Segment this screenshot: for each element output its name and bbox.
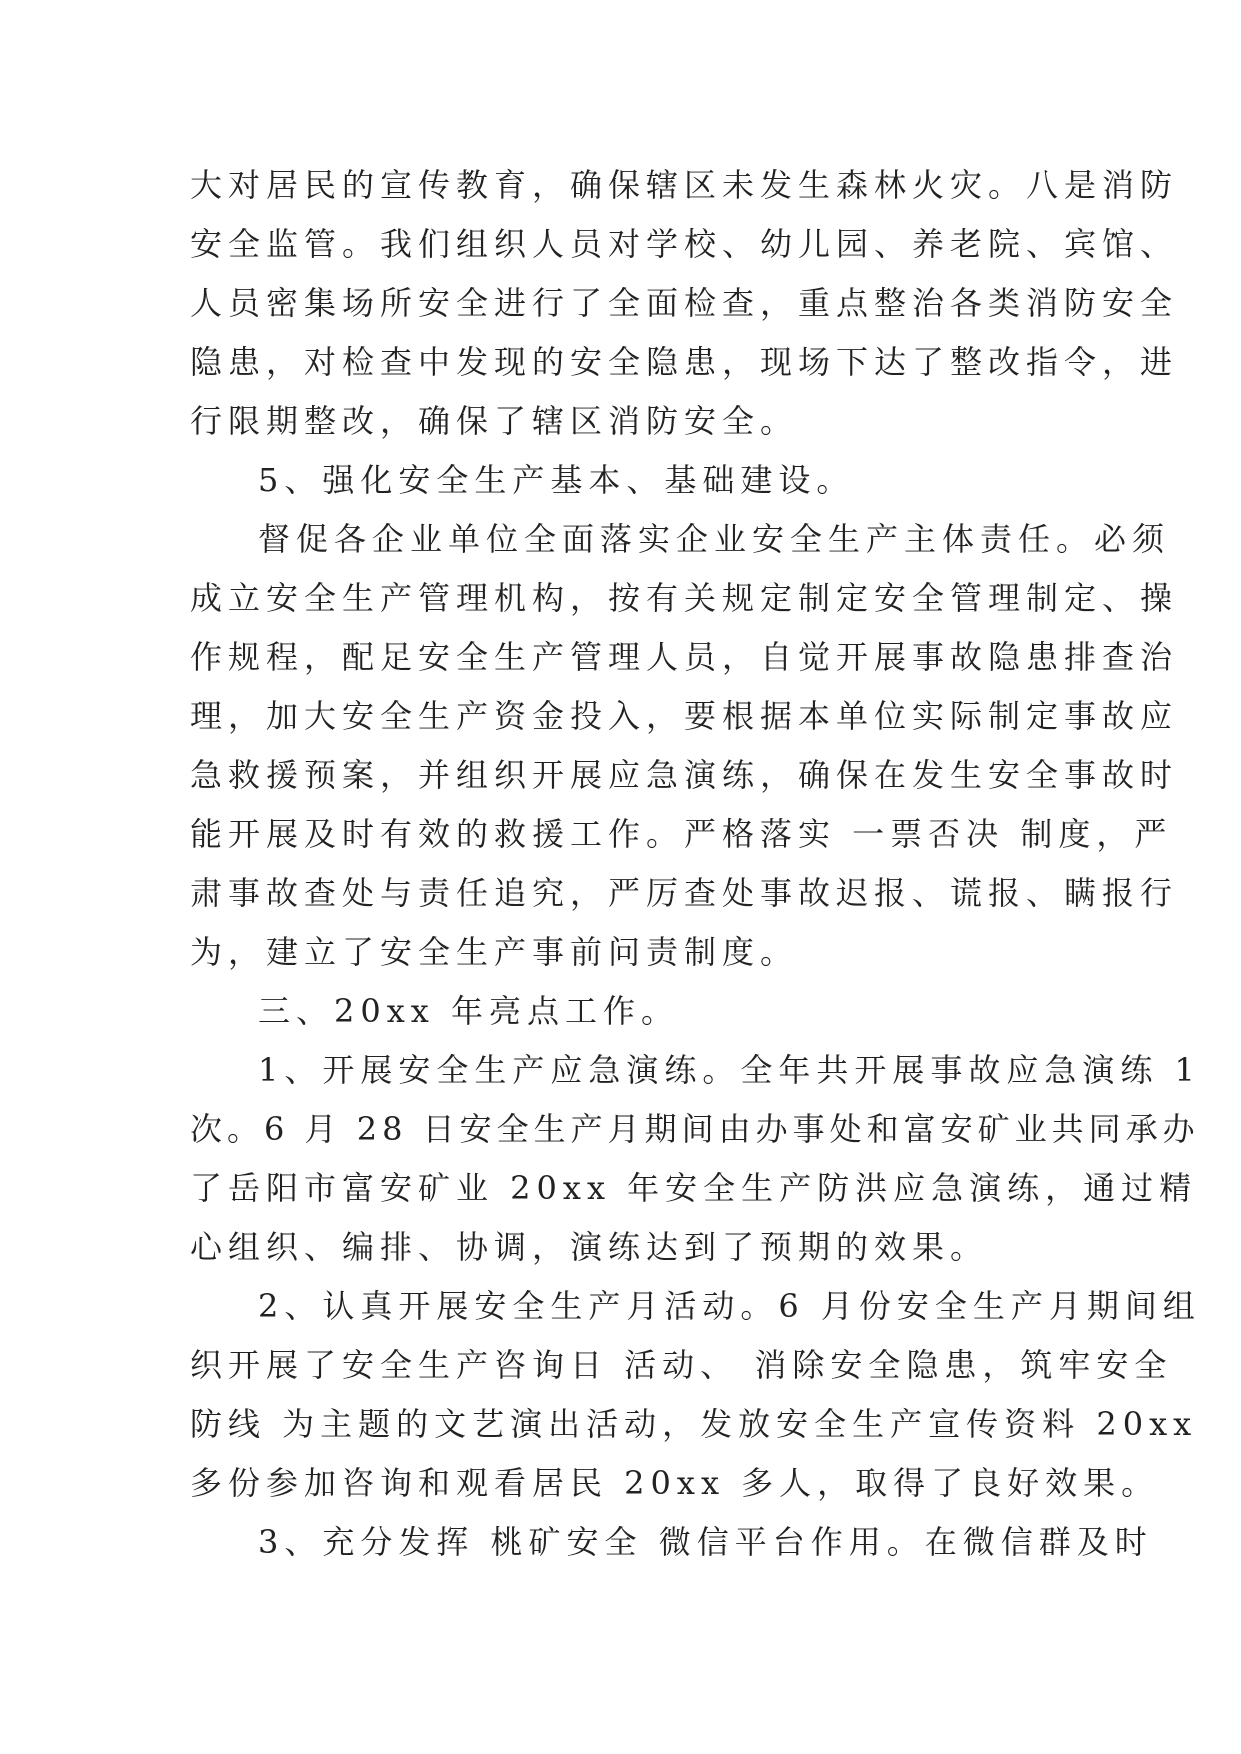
text-line: 3、充分发挥 桃矿安全 微信平台作用。在微信群及时	[258, 1523, 1153, 1561]
text-line: 大对居民的宣传教育，确保辖区未发生森林火灾。八是消防	[190, 166, 1179, 204]
text-line: 心组织、编排、协调，演练达到了预期的效果。	[190, 1228, 989, 1266]
text-line: 了岳阳市富安矿业 20xx 年安全生产防洪应急演练，通过精	[190, 1169, 1198, 1207]
text-line: 5、强化安全生产基本、基础建设。	[258, 461, 855, 499]
text-line: 作规程，配足安全生产管理人员，自觉开展事故隐患排查治	[190, 638, 1179, 676]
document-body	[190, 156, 1201, 1572]
text-line: 成立安全生产管理机构，按有关规定制定安全管理制定、操	[190, 579, 1179, 617]
text-line: 能开展及时有效的救援工作。严格落实 一票否决 制度，严	[190, 815, 1173, 853]
text-line: 隐患，对检查中发现的安全隐患，现场下达了整改指令，进	[190, 343, 1179, 381]
text-line: 多份参加咨询和观看居民 20xx 多人，取得了良好效果。	[190, 1464, 1160, 1502]
text-line: 人员密集场所安全进行了全面检查，重点整治各类消防安全	[190, 284, 1179, 322]
text-line: 理，加大安全生产资金投入，要根据本单位实际制定事故应	[190, 697, 1179, 735]
text-line: 安全监管。我们组织人员对学校、幼儿园、养老院、宾馆、	[190, 225, 1179, 263]
text-line: 三、20xx 年亮点工作。	[258, 992, 679, 1030]
text-line: 为，建立了安全生产事前问责制度。	[190, 933, 799, 971]
text-line: 织开展了安全生产咨询日 活动、 消除安全隐患，筑牢安全	[190, 1346, 1173, 1384]
text-line: 次。6 月 28 日安全生产月期间由办事处和富安矿业共同承办	[190, 1110, 1200, 1148]
text-line: 督促各企业单位全面落实企业安全生产主体责任。必须	[258, 520, 1171, 558]
text-line: 急救援预案，并组织开展应急演练，确保在发生安全事故时	[190, 756, 1179, 794]
text-line: 2、认真开展安全生产月活动。6 月份安全生产月期间组	[258, 1287, 1201, 1325]
text-line: 1、开展安全生产应急演练。全年共开展事故应急演练 1	[258, 1051, 1201, 1089]
text-line: 行限期整改，确保了辖区消防安全。	[190, 402, 799, 440]
text-line: 肃事故查处与责任追究，严厉查处事故迟报、谎报、瞒报行	[190, 874, 1179, 912]
text-line: 防线 为主题的文艺演出活动，发放安全生产宣传资料 20xx	[190, 1405, 1198, 1443]
